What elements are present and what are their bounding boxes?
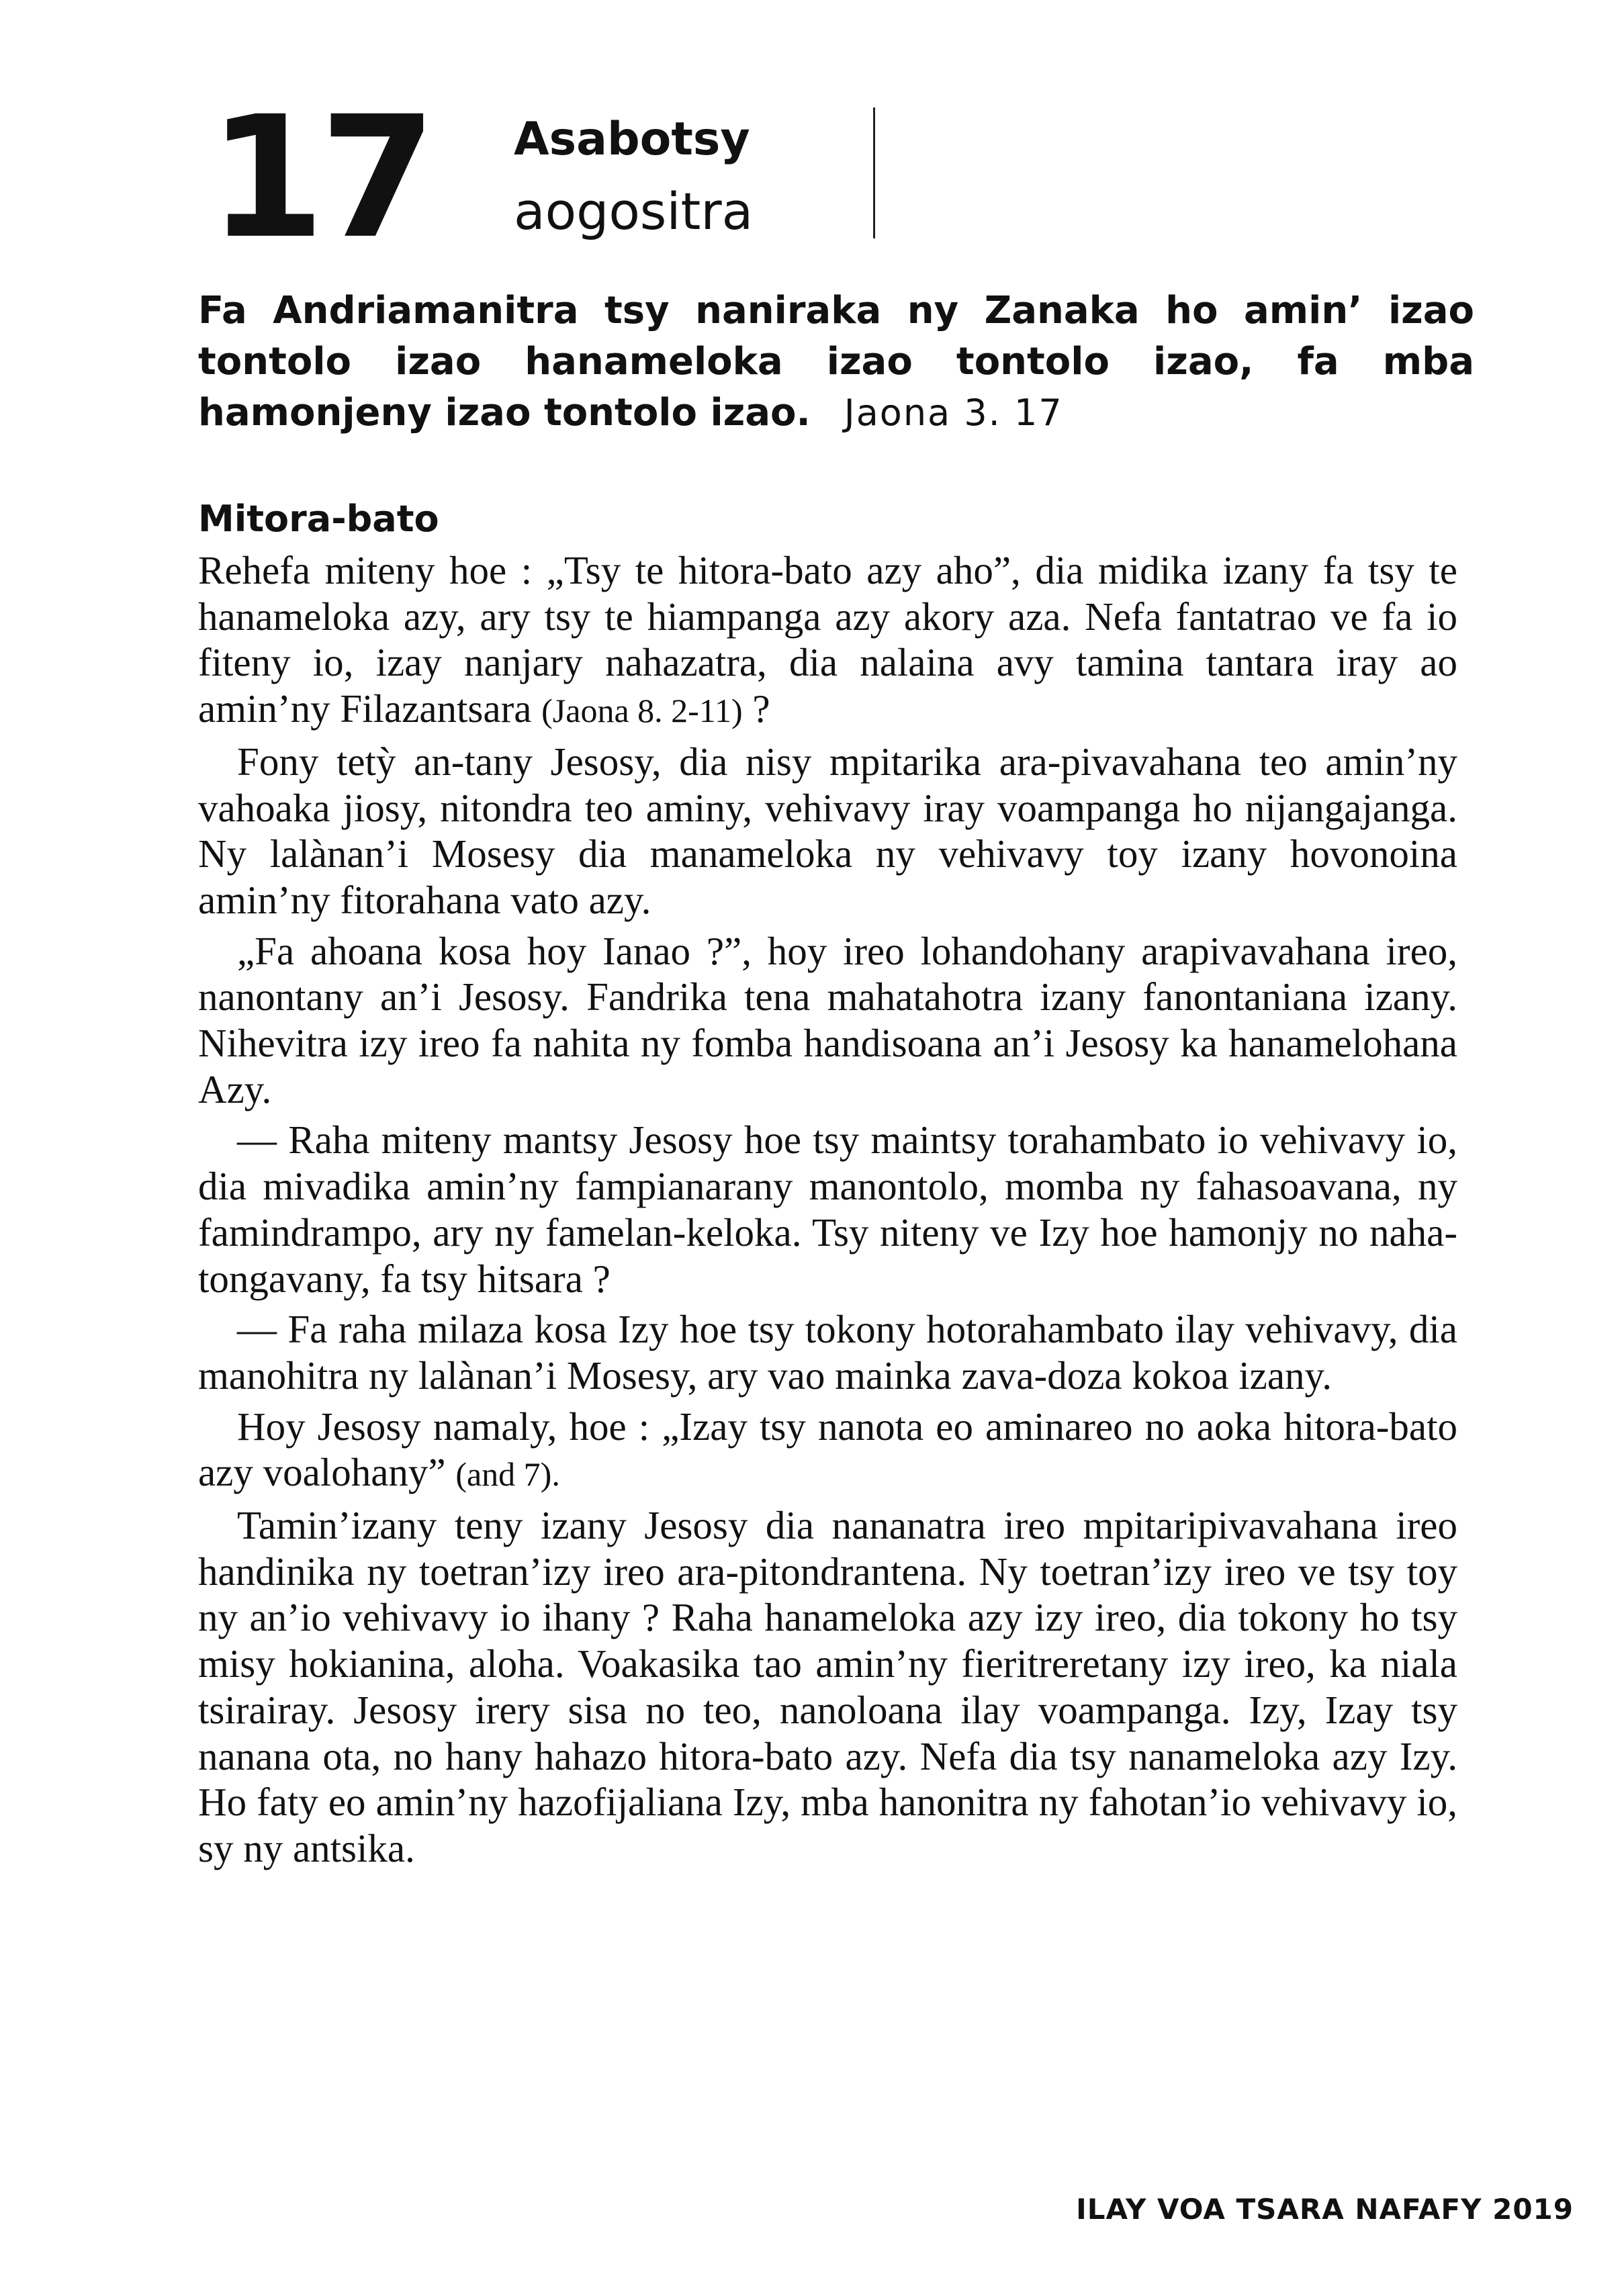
verse-reference: Jaona 3. 17 [844,392,1063,434]
publication-footer: ILAY VOA TSARA NAFAFY 2019 [1076,2193,1574,2226]
paragraph-1-text: Rehefa miteny hoe : „Tsy te hitora-bato azy aho”, dia midika izany fa tsy te hanameloka azy, ary tsy te hiampanga azy akory aza. Nefa fantatrao ve fa io fiteny io, izay nanjary nahazatra, dia nalaina avy tamina tantara iray ao amin’ny Filazantsara [198,548,1457,731]
paragraph-3: „Fa ahoana kosa hoy Ianao ?”, hoy ireo lohandohany arapivavahana ireo, nanontany an’i Jesosy. Fandrika tena mahatahotra izany fanontaniana izany. Nihevitra izy ireo fa nahita ny fomba handisoana an’i Jesosy ka hanamelohana Azy. [198,928,1457,1111]
daily-verse [198,285,1474,439]
verse-text: Fa Andriamanitra tsy naniraka ny Zanaka ho amin’ izao tontolo izao hanameloka izao tontolo izao, fa mba hamonjeny izao tontolo izao. [198,289,1474,435]
scripture-reference: (Jaona 8. 2-11) [541,692,743,730]
devotional-body [198,547,1457,1876]
paragraph-7: Tamin’izany teny izany Jesosy dia nananatra ireo mpitaripivavahana ireo handinika ny toetran’izy ireo ara-pitondrantena. Ny toetran’izy ireo ve tsy toy ny an’io vehivavy io ihany ? Raha hanameloka azy izy ireo, dia tokony ho tsy misy hokianina, aloha. Voakasika tao amin’ny fieritreretany izy ireo, ka niala tsirairay. Jesosy irery sisa no teo, nanoloana ilay voampanga. Izy, Izay tsy nanana ota, no hany hahazo hitora-bato azy. Nefa dia tsy nanameloka azy Izy. Ho faty eo amin’ny hazofijaliana Izy, mba hanonitra ny fahotan’io vehivavy io, sy ny antsika. [198,1503,1457,1870]
paragraph-6-text: Hoy Jesosy namaly, hoe : „Izay tsy nanota eo aminareo no aoka hitora-bato azy voalohany” [198,1404,1457,1495]
section-title: Mitora-bato [198,498,439,540]
paragraph-5: — Fa raha milaza kosa Izy hoe tsy tokony hotorahambato ilay vehivavy, dia manohitra ny lalànan’i Mosesy, ary vao mainka zava-doza kokoa izany. [198,1307,1457,1398]
paragraph-2: Fony tetỳ an-tany Jesosy, dia nisy mpitarika ara-pivavahana teo amin’ny vahoaka jiosy, nitondra teo aminy, vehivavy iray voampanga ho nijangajanga. Ny lalànan’i Mosesy dia manameloka ny vehivavy toy izany hovonoina amin’ny fitorahana vato azy. [198,739,1457,922]
date-header [208,80,920,275]
paragraph-4: — Raha miteny mantsy Jesosy hoe tsy maintsy torahambato io vehivavy io, dia mivadika amin’ny fampianarany manontolo, momba ny fahasoavana, ny famindrampo, ary ny famelan-keloka. Tsy niteny ve Izy hoe hamonjy no nahatongavany, fa tsy hitsara ? [198,1118,1457,1301]
paragraph-6 [198,1404,1457,1498]
weekday: Asabotsy [514,113,750,166]
header-divider [873,107,875,238]
day-number: 17 [208,80,431,275]
verse-number-reference: (and 7). [455,1455,560,1494]
paragraph-1-end: ? [742,686,770,731]
paragraph-1 [198,547,1457,734]
month: aogositra [514,181,754,241]
